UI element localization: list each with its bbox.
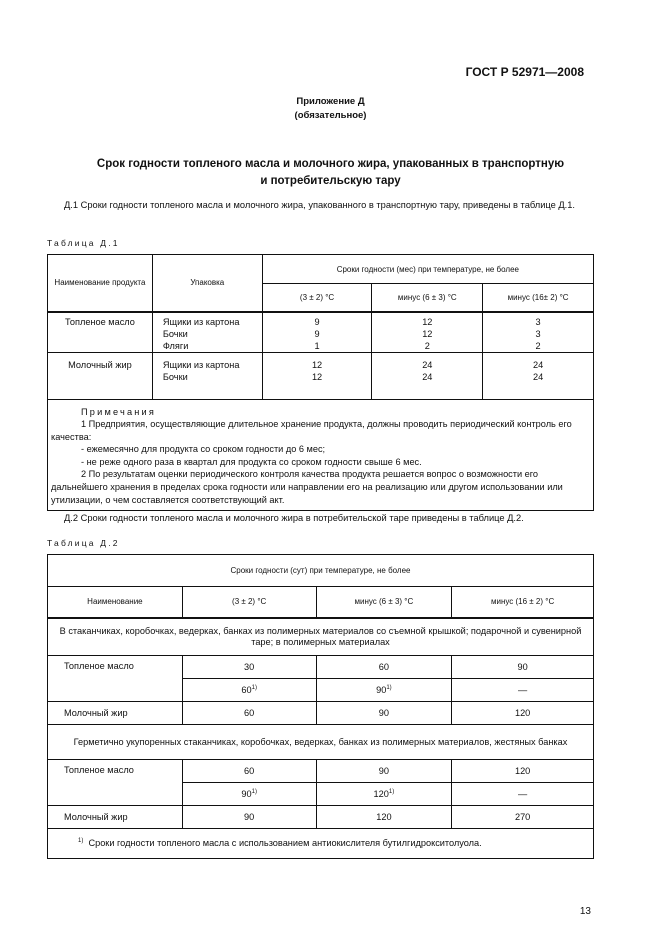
cell: 90: [182, 806, 316, 829]
table-d2: [47, 554, 594, 859]
cell: 120: [452, 702, 594, 725]
cell: Бочки: [162, 371, 188, 382]
table-row: [48, 806, 594, 829]
packaging-list: [152, 352, 262, 399]
cell: 9: [314, 316, 320, 327]
table-row: [48, 702, 594, 725]
cell: 9: [314, 328, 320, 339]
footnote-text: Сроки годности топленого масла с использованием антиокислителя бутилгидрокситолуола.: [88, 838, 482, 849]
packaging-list: [152, 312, 262, 353]
table-row: [48, 656, 594, 679]
cell: [316, 783, 452, 806]
cell: [182, 783, 316, 806]
cell: Бочки: [162, 328, 188, 339]
paragraph-d2: Д.2 Сроки годности топленого масла и молочного жира в потребительской таре приведены в таблице Д.2.: [64, 513, 524, 523]
cell: 90: [316, 702, 452, 725]
header-temp-3: минус (16 ± 2) °С: [452, 587, 594, 618]
cell: 12: [311, 359, 323, 370]
values-col-3: [483, 312, 594, 353]
header-temp-2: минус (6 ± 3) °С: [372, 284, 483, 312]
footnote-ref: 1): [388, 788, 395, 795]
cell: Ящики из картона: [162, 359, 240, 370]
product-name: Топленое масло: [48, 656, 183, 702]
section-title: [0, 156, 661, 190]
footnote: [48, 829, 594, 859]
table2-caption: Таблица Д.2: [47, 538, 120, 548]
values-col-2: [372, 312, 483, 353]
title-line: и потребительскую тару: [260, 175, 401, 187]
product-name: Молочный жир: [48, 806, 183, 829]
product-name: Молочный жир: [48, 352, 153, 399]
cell: 30: [182, 656, 316, 679]
header-temp-2: минус (6 ± 3) °С: [316, 587, 452, 618]
product-name: Топленое масло: [48, 312, 153, 353]
cell: Ящики из картона: [162, 316, 240, 327]
cell: 12: [422, 316, 433, 327]
footnote-ref: 1): [386, 684, 392, 691]
table-d1: [47, 254, 594, 511]
table-row: [48, 312, 594, 353]
cell: 2: [535, 340, 541, 351]
note-2: 2 По результатам оценки периодического контроля качества продукта решается вопрос о возможности его дальнейшего хранения в пределах срока годности или направлении его на реализацию или другом использовании или утилизации, о чем составляется соответствующий акт.: [51, 469, 563, 505]
note-bullet: - не реже одного раза в квартал для продукта со сроком годности свыше 6 мес.: [81, 456, 422, 467]
header-packaging: Упаковка: [152, 255, 262, 312]
cell: 90: [452, 656, 594, 679]
cell: 24: [532, 371, 544, 382]
title-line: Срок годности топленого масла и молочного жира, упакованных в транспортную: [96, 158, 565, 170]
cell: Фляги: [162, 340, 189, 351]
values-col-2: [372, 352, 483, 399]
paragraph-d1: Д.1 Сроки годности топленого масла и молочного жира, упакованного в транспортную тару, приведены в таблице Д.1.: [64, 200, 576, 210]
appendix-title: Приложение Д: [296, 96, 365, 107]
header-name: Наименование: [48, 587, 183, 618]
header-temp-1: (3 ± 2) °С: [262, 284, 372, 312]
footnote-ref: 1): [251, 788, 257, 795]
appendix-type: (обязательное): [294, 110, 367, 121]
cell: 1: [314, 340, 320, 351]
cell: —: [452, 783, 594, 806]
footnote-ref: 1): [251, 684, 257, 691]
header-temp-3: минус (16± 2) °С: [483, 284, 594, 312]
cell: 270: [452, 806, 594, 829]
group-header-2: Герметично укупоренных стаканчиках, коробочках, ведерках, банках из полимерных материалов, жестяных банках: [48, 725, 594, 760]
note-1: 1 Предприятия, осуществляющие длительное хранение продукта, должны проводить периодический контроль его качества:: [51, 419, 572, 442]
cell: —: [452, 679, 594, 702]
cell: 60: [182, 702, 316, 725]
product-name: Топленое масло: [48, 760, 183, 806]
cell: 120: [452, 760, 594, 783]
cell: 24: [422, 359, 433, 370]
value: 120: [373, 789, 389, 800]
cell: 12: [311, 371, 323, 382]
cell: 2: [424, 340, 430, 351]
values-col-3: [483, 352, 594, 399]
values-col-1: [262, 352, 372, 399]
cell: [316, 679, 452, 702]
cell: [182, 679, 316, 702]
note-bullet: - ежемесячно для продукта со сроком годности до 6 мес;: [81, 444, 326, 455]
cell: 24: [532, 359, 544, 370]
table-notes: [48, 399, 594, 511]
table1-caption: Таблица Д.1: [47, 238, 120, 248]
header-temp-1: (3 ± 2) °С: [182, 587, 316, 618]
value: 90: [376, 685, 387, 696]
value: 60: [241, 685, 252, 696]
product-name: Молочный жир: [48, 702, 183, 725]
cell: 3: [535, 328, 541, 339]
standard-number: ГОСТ Р 52971—2008: [465, 65, 584, 79]
cell: 120: [316, 806, 452, 829]
header-shelf-life: Сроки годности (сут) при температуре, не более: [48, 555, 594, 587]
header-shelf-life: Сроки годности (мес) при температуре, не более: [262, 255, 593, 284]
table-row: [48, 352, 594, 399]
cell: 60: [182, 760, 316, 783]
cell: 90: [316, 760, 452, 783]
header-product: Наименование продукта: [48, 255, 153, 312]
cell: 24: [422, 371, 433, 382]
cell: 3: [535, 316, 541, 327]
notes-title: Примечания: [81, 406, 157, 417]
group-header-1: В стаканчиках, коробочках, ведерках, банках из полимерных материалов со съемной крышкой; подарочной и сувенирной таре; в полимерных материалах: [48, 618, 594, 656]
cell: 12: [422, 328, 433, 339]
values-col-1: [262, 312, 372, 353]
footnote-mark: 1): [78, 838, 84, 845]
page-number: 13: [579, 906, 591, 917]
value: 90: [241, 789, 252, 800]
cell: 60: [316, 656, 452, 679]
table-row: [48, 760, 594, 783]
